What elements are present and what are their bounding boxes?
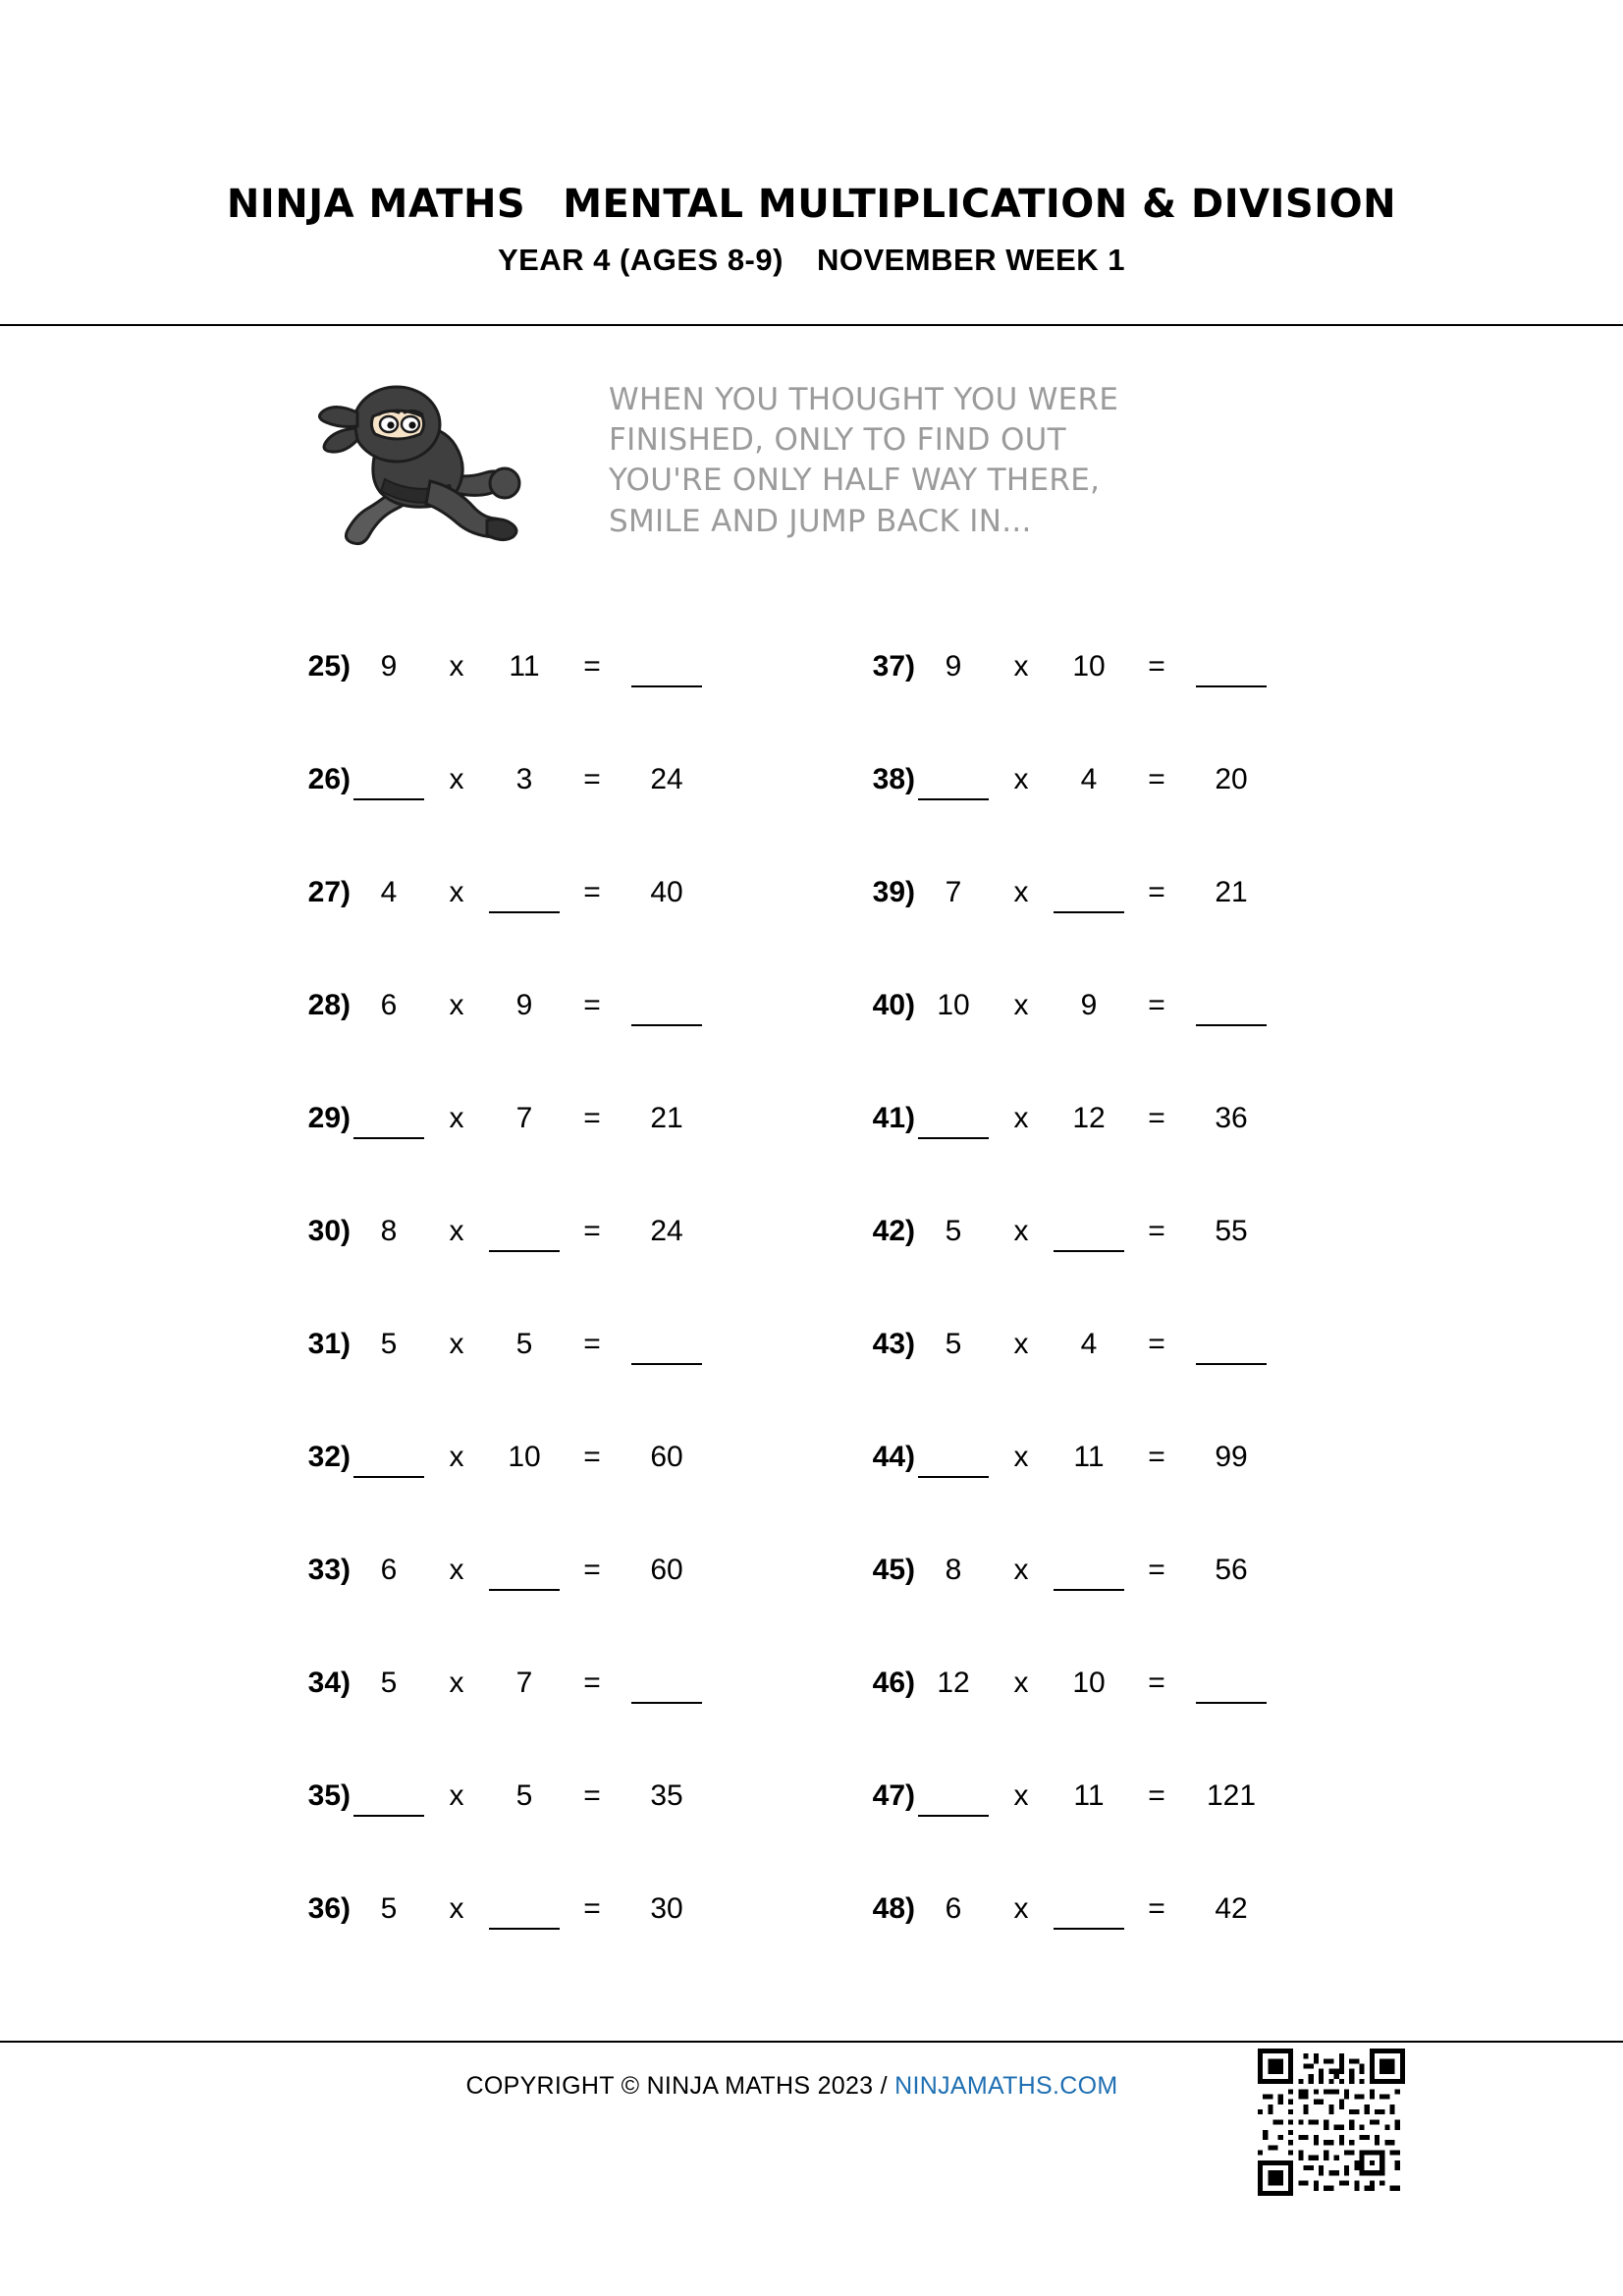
operand-b: 11 [1073, 1441, 1105, 1473]
question-number: 46) [872, 1667, 915, 1699]
answer-blank[interactable] [622, 648, 712, 687]
result-value: 24 [650, 763, 683, 795]
times-operator: x [1013, 1102, 1029, 1134]
question-number: 44) [872, 1441, 915, 1473]
operand-b: 7 [515, 1102, 533, 1134]
operand-b-blank[interactable] [486, 1213, 563, 1252]
answer-line[interactable] [631, 650, 702, 687]
answer-blank[interactable] [622, 1326, 712, 1365]
equals-operator: = [583, 1779, 601, 1812]
result-value: 55 [1215, 1215, 1248, 1247]
header-divider [0, 324, 1623, 326]
question-number: 32) [307, 1441, 351, 1473]
times-operator: x [449, 1102, 464, 1134]
question-number: 25) [307, 650, 351, 683]
times-operator: x [449, 1667, 464, 1699]
quote-line-1: WHEN YOU THOUGHT YOU WERE [609, 382, 1119, 417]
question-row [844, 874, 1394, 987]
equals-operator: = [1148, 650, 1165, 683]
answer-line[interactable] [1196, 650, 1267, 687]
question-row [280, 874, 830, 987]
qr-code-icon[interactable] [1258, 2049, 1405, 2196]
question-row [280, 648, 830, 761]
equals-operator: = [1148, 763, 1165, 795]
question-number: 35) [307, 1779, 351, 1812]
operand-b: 10 [508, 1441, 541, 1473]
result-value: 21 [650, 1102, 683, 1134]
equals-operator: = [583, 1554, 601, 1586]
question-number: 48) [872, 1892, 915, 1925]
question-number: 41) [872, 1102, 915, 1134]
operand-a-blank[interactable] [915, 1777, 992, 1817]
question-row [844, 987, 1394, 1100]
title-sub: MENTAL MULTIPLICATION & DIVISION [563, 182, 1397, 227]
answer-line[interactable] [353, 1102, 424, 1139]
page-subtitle [0, 243, 1623, 278]
equals-operator: = [583, 989, 601, 1021]
operand-b-blank[interactable] [486, 1890, 563, 1930]
question-row [844, 761, 1394, 874]
equals-operator: = [583, 876, 601, 908]
operand-a: 5 [380, 1328, 398, 1360]
equals-operator: = [1148, 1554, 1165, 1586]
answer-line[interactable] [353, 763, 424, 800]
answer-line[interactable] [1196, 1328, 1267, 1365]
equals-operator: = [583, 1667, 601, 1699]
answer-line[interactable] [631, 1667, 702, 1704]
mascot-banner [0, 368, 1623, 584]
times-operator: x [1013, 1554, 1029, 1586]
times-operator: x [449, 1328, 464, 1360]
question-number: 37) [872, 650, 915, 683]
operand-b-blank[interactable] [486, 874, 563, 913]
equals-operator: = [1148, 1892, 1165, 1925]
question-number: 43) [872, 1328, 915, 1360]
operand-a: 9 [945, 650, 962, 683]
title-main: NINJA MATHS [226, 182, 526, 227]
equals-operator: = [1148, 1779, 1165, 1812]
operand-b: 3 [515, 763, 533, 795]
times-operator: x [1013, 989, 1029, 1021]
result-value: 60 [650, 1554, 683, 1586]
answer-blank[interactable] [1186, 1665, 1276, 1704]
operand-a-blank[interactable] [351, 1100, 427, 1139]
question-number: 33) [307, 1554, 351, 1586]
operand-b: 5 [515, 1328, 533, 1360]
equals-operator: = [1148, 876, 1165, 908]
question-row [280, 1213, 830, 1326]
answer-line[interactable] [918, 763, 989, 800]
times-operator: x [449, 1779, 464, 1812]
answer-line[interactable] [489, 1892, 560, 1930]
question-row [844, 1213, 1394, 1326]
copyright-label: COPYRIGHT © NINJA MATHS 2023 / [465, 2072, 895, 2100]
question-row [280, 761, 830, 874]
answer-blank[interactable] [1186, 648, 1276, 687]
quote-line-2: FINISHED, ONLY TO FIND OUT [609, 422, 1066, 459]
question-row [844, 1100, 1394, 1213]
answer-line[interactable] [1054, 1554, 1124, 1591]
answer-line[interactable] [1054, 1892, 1124, 1930]
operand-a: 4 [380, 876, 398, 908]
times-operator: x [449, 1554, 464, 1586]
question-row [844, 1326, 1394, 1439]
page-header [0, 0, 1623, 278]
times-operator: x [1013, 1779, 1029, 1812]
question-number: 38) [872, 763, 915, 795]
operand-a: 5 [380, 1667, 398, 1699]
operand-a: 12 [937, 1667, 970, 1699]
operand-b: 7 [515, 1667, 533, 1699]
answer-line[interactable] [353, 1779, 424, 1817]
question-number: 47) [872, 1779, 915, 1812]
page-title [0, 182, 1623, 227]
question-number: 40) [872, 989, 915, 1021]
question-row [280, 1777, 830, 1890]
times-operator: x [1013, 1667, 1029, 1699]
answer-blank[interactable] [1186, 987, 1276, 1026]
operand-b: 11 [1073, 1779, 1105, 1812]
copyright-text [466, 2072, 1118, 2101]
operand-a: 5 [945, 1328, 962, 1360]
answer-blank[interactable] [622, 987, 712, 1026]
result-value: 36 [1215, 1102, 1248, 1134]
operand-a-blank[interactable] [351, 1777, 427, 1817]
question-row [280, 1439, 830, 1552]
times-operator: x [449, 989, 464, 1021]
answer-line[interactable] [1054, 1215, 1124, 1252]
operand-b-blank[interactable] [486, 1552, 563, 1591]
question-row [280, 1100, 830, 1213]
question-row [280, 987, 830, 1100]
result-value: 99 [1215, 1441, 1248, 1473]
operand-b-blank[interactable] [1051, 874, 1127, 913]
questions-column-right [844, 648, 1394, 2003]
times-operator: x [449, 1892, 464, 1925]
times-operator: x [1013, 1215, 1029, 1247]
operand-b: 9 [1080, 989, 1098, 1021]
operand-a: 8 [380, 1215, 398, 1247]
question-row [844, 1777, 1394, 1890]
answer-line[interactable] [489, 1215, 560, 1252]
equals-operator: = [583, 650, 601, 683]
answer-line[interactable] [631, 989, 702, 1026]
operand-b: 5 [515, 1779, 533, 1812]
operand-b: 10 [1072, 1667, 1106, 1699]
question-row [844, 1890, 1394, 2003]
answer-line[interactable] [631, 1328, 702, 1365]
times-operator: x [1013, 1892, 1029, 1925]
equals-operator: = [1148, 1215, 1165, 1247]
result-value: 56 [1215, 1554, 1248, 1586]
equals-operator: = [1148, 1102, 1165, 1134]
operand-b: 10 [1072, 650, 1106, 683]
equals-operator: = [583, 763, 601, 795]
question-number: 30) [307, 1215, 351, 1247]
times-operator: x [1013, 650, 1029, 683]
equals-operator: = [583, 1328, 601, 1360]
times-operator: x [449, 763, 464, 795]
operand-b: 9 [515, 989, 533, 1021]
equals-operator: = [583, 1102, 601, 1134]
times-operator: x [449, 1441, 464, 1473]
operand-b-blank[interactable] [1051, 1890, 1127, 1930]
operand-a-blank[interactable] [351, 761, 427, 800]
answer-line[interactable] [918, 1102, 989, 1139]
operand-b: 4 [1080, 1328, 1098, 1360]
operand-a: 10 [937, 989, 970, 1021]
result-value: 24 [650, 1215, 683, 1247]
result-value: 60 [650, 1441, 683, 1473]
page-footer [0, 2072, 1623, 2101]
question-number: 39) [872, 876, 915, 908]
result-value: 121 [1206, 1779, 1257, 1812]
equals-operator: = [1148, 989, 1165, 1021]
question-number: 42) [872, 1215, 915, 1247]
question-number: 31) [307, 1328, 351, 1360]
question-row [280, 1552, 830, 1665]
question-row [844, 1552, 1394, 1665]
equals-operator: = [1148, 1441, 1165, 1473]
year-label: YEAR 4 (AGES 8-9) [497, 243, 784, 277]
questions-column-left [280, 648, 830, 2003]
question-number: 28) [307, 989, 351, 1021]
result-value: 42 [1215, 1892, 1248, 1925]
answer-line[interactable] [353, 1441, 424, 1478]
operand-a: 5 [380, 1892, 398, 1925]
operand-b-blank[interactable] [1051, 1552, 1127, 1591]
footer-divider [0, 2041, 1623, 2043]
result-value: 20 [1215, 763, 1248, 795]
answer-line[interactable] [1196, 1667, 1267, 1704]
operand-a-blank[interactable] [351, 1439, 427, 1478]
operand-b-blank[interactable] [1051, 1213, 1127, 1252]
question-number: 34) [307, 1667, 351, 1699]
times-operator: x [1013, 876, 1029, 908]
answer-blank[interactable] [622, 1665, 712, 1704]
quote-line-3: YOU'RE ONLY HALF WAY THERE, [609, 463, 1101, 499]
question-row [844, 1665, 1394, 1777]
equals-operator: = [583, 1892, 601, 1925]
quote-line-4: SMILE AND JUMP BACK IN... [609, 503, 1032, 539]
question-number: 27) [307, 876, 351, 908]
equals-operator: = [1148, 1667, 1165, 1699]
times-operator: x [449, 650, 464, 683]
operand-b: 12 [1072, 1102, 1106, 1134]
operand-a: 6 [380, 989, 398, 1021]
motivational-quote [609, 380, 1276, 542]
operand-a-blank[interactable] [915, 1100, 992, 1139]
answer-line[interactable] [1196, 989, 1267, 1026]
website-link[interactable]: NINJAMATHS.COM [894, 2072, 1118, 2100]
operand-a: 8 [945, 1554, 962, 1586]
ninja-mascot-icon [312, 373, 558, 570]
times-operator: x [449, 1215, 464, 1247]
question-number: 29) [307, 1102, 351, 1134]
operand-a-blank[interactable] [915, 761, 992, 800]
question-number: 36) [307, 1892, 351, 1925]
question-row [844, 1439, 1394, 1552]
operand-b: 4 [1080, 763, 1098, 795]
question-row [280, 1665, 830, 1777]
operand-b: 11 [509, 650, 540, 683]
result-value: 21 [1215, 876, 1248, 908]
operand-a: 5 [945, 1215, 962, 1247]
answer-line[interactable] [918, 1779, 989, 1817]
times-operator: x [1013, 1328, 1029, 1360]
question-number: 26) [307, 763, 351, 795]
equals-operator: = [583, 1441, 601, 1473]
equals-operator: = [1148, 1328, 1165, 1360]
operand-a: 6 [945, 1892, 962, 1925]
answer-line[interactable] [1054, 876, 1124, 913]
operand-a: 9 [380, 650, 398, 683]
question-row [280, 1326, 830, 1439]
result-value: 30 [650, 1892, 683, 1925]
answer-line[interactable] [918, 1441, 989, 1478]
times-operator: x [1013, 763, 1029, 795]
times-operator: x [1013, 1441, 1029, 1473]
times-operator: x [449, 876, 464, 908]
result-value: 40 [650, 876, 683, 908]
answer-line[interactable] [489, 876, 560, 913]
question-number: 45) [872, 1554, 915, 1586]
operand-a: 7 [945, 876, 962, 908]
week-label: NOVEMBER WEEK 1 [816, 243, 1126, 277]
operand-a: 6 [380, 1554, 398, 1586]
question-row [280, 1890, 830, 2003]
operand-a-blank[interactable] [915, 1439, 992, 1478]
result-value: 35 [650, 1779, 683, 1812]
answer-blank[interactable] [1186, 1326, 1276, 1365]
equals-operator: = [583, 1215, 601, 1247]
question-row [844, 648, 1394, 761]
answer-line[interactable] [489, 1554, 560, 1591]
